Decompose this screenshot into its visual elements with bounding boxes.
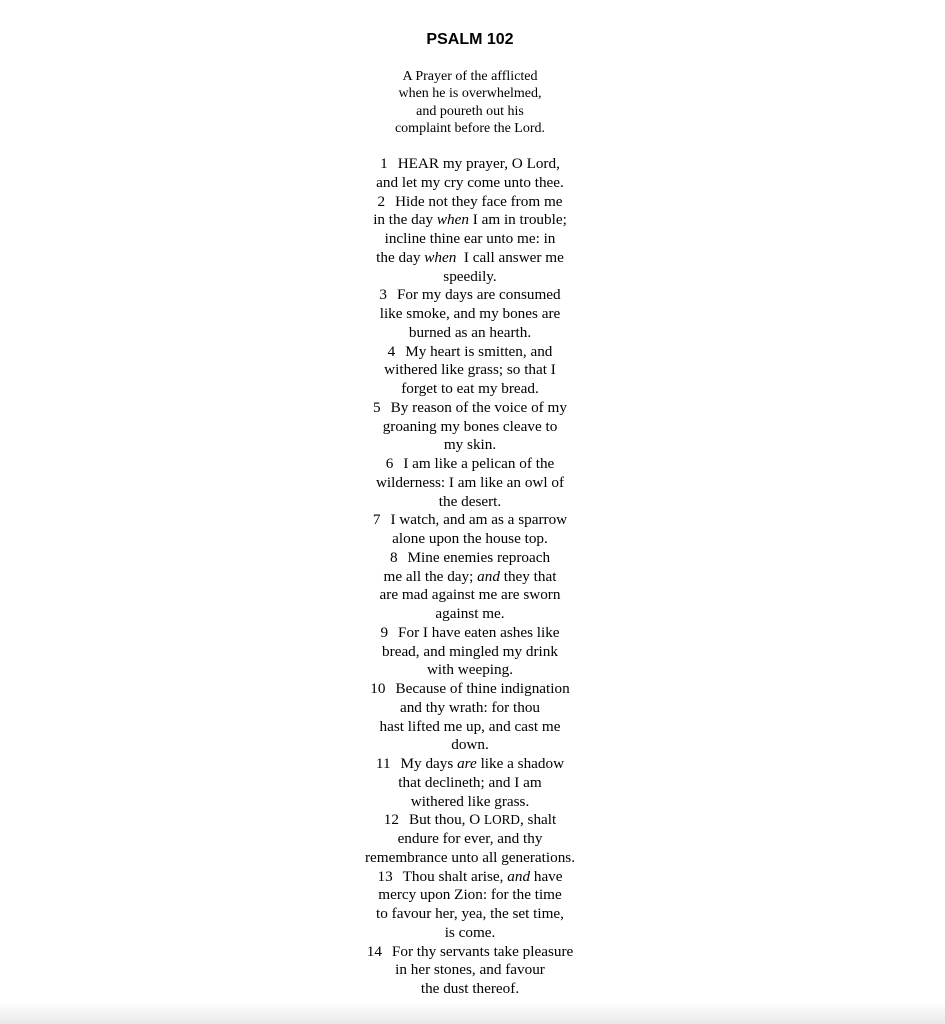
verse-line (0, 718, 940, 737)
verse-line (0, 980, 940, 999)
verse-line (0, 680, 940, 699)
verse-text: endure for ever, and thy (397, 830, 543, 847)
verse-text: My heart is smitten, and (405, 342, 553, 360)
small-caps-word: LORD (484, 812, 520, 828)
verse-text: But thou, O (408, 811, 485, 829)
verse-text: burned as an hearth. (408, 323, 532, 341)
verse-line (0, 943, 940, 962)
verse-line (0, 568, 940, 587)
verse-text: alone upon the house top. (392, 530, 548, 547)
verse-number: 7 (372, 511, 381, 529)
verse-number: 14 (366, 942, 382, 960)
verse-number: 4 (387, 342, 396, 360)
verse-line (0, 343, 940, 362)
verse-text: is come. (444, 923, 496, 941)
verse-line (0, 830, 940, 849)
verse-text: Hide not they face from me (395, 192, 563, 210)
verse-list (0, 155, 940, 999)
verse-text: My days (400, 755, 458, 772)
verse-number: 3 (379, 286, 387, 304)
verse-line (0, 493, 940, 512)
verse-number: 13 (377, 867, 393, 885)
verse-line (0, 886, 940, 905)
verse-line (0, 455, 940, 474)
verse-line (0, 193, 940, 212)
verse-text: like smoke, and my bones are (379, 305, 561, 322)
italic-word: when (436, 211, 469, 229)
verse-line (0, 361, 940, 380)
superscription-line: complaint before the Lord. (394, 120, 546, 136)
verse-text: with weeping. (426, 661, 514, 679)
verse-line (0, 511, 940, 530)
verse-line (0, 211, 940, 230)
verse-line (0, 624, 940, 643)
psalm-superscription (0, 68, 940, 137)
superscription-line: and poureth out his (416, 103, 524, 119)
verse-line (0, 305, 940, 324)
verse-line (0, 586, 940, 605)
italic-word: and (477, 567, 500, 585)
verse-text: mercy upon Zion: for the time (378, 886, 562, 904)
verse-line (0, 549, 940, 568)
verse-number: 12 (383, 811, 399, 829)
verse-text: that declineth; and I am (398, 773, 542, 791)
verse-text: and let my cry come unto thee. (376, 173, 564, 191)
verse-line (0, 155, 940, 174)
italic-word: when (424, 248, 457, 266)
verse-text: hast lifted me up, and cast me (379, 717, 561, 735)
verse-line (0, 699, 940, 718)
verse-text: the desert. (438, 492, 502, 510)
verse-text: groaning my bones cleave to (382, 417, 558, 435)
verse-number: 10 (370, 680, 386, 697)
verse-line (0, 324, 940, 343)
verse-text: the day (376, 248, 425, 266)
verse-number: 11 (375, 755, 391, 772)
verse-text: the dust thereof. (420, 980, 520, 997)
verse-line (0, 474, 940, 493)
superscription-line: when he is overwhelmed, (398, 86, 542, 102)
verse-text: wilderness: I am like an owl of (375, 473, 565, 491)
verse-line (0, 436, 940, 455)
verse-text: withered like grass; so that I (384, 361, 556, 379)
verse-text: I call answer me (456, 248, 564, 266)
verse-line (0, 661, 940, 680)
verse-text: like a shadow (476, 755, 565, 772)
verse-text: bread, and mingled my drink (382, 642, 558, 660)
verse-number: 1 (380, 155, 388, 172)
verse-text: in her stones, and favour (395, 961, 545, 979)
verse-line (0, 774, 940, 793)
verse-text: I watch, and am as a sparrow (390, 511, 568, 529)
verse-text: By reason of the voice of my (390, 398, 567, 416)
verse-text: Mine enemies reproach (407, 548, 551, 566)
verse-text: For I have eaten ashes like (398, 623, 560, 641)
verse-text: me all the day; (383, 567, 478, 585)
verse-line (0, 530, 940, 549)
verse-text: to favour her, yea, the set time, (376, 905, 564, 922)
verse-line (0, 230, 940, 249)
verse-line (0, 249, 940, 268)
verse-line (0, 924, 940, 943)
verse-line (0, 736, 940, 755)
verse-line (0, 868, 940, 887)
verse-line (0, 380, 940, 399)
verse-line (0, 793, 940, 812)
verse-text: they that (499, 567, 557, 585)
verse-text: withered like grass. (410, 792, 530, 810)
verse-text: incline thine ear unto me: in (384, 230, 556, 247)
verse-number: 6 (385, 455, 394, 472)
superscription-line: A Prayer of the afflicted (402, 69, 538, 84)
verse-text: forget to eat my bread. (401, 380, 539, 397)
verse-text: remembrance unto all generations. (364, 848, 575, 866)
verse-text: are mad against me are sworn (379, 586, 561, 604)
verse-line (0, 755, 940, 774)
verse-text: Thou shalt arise, (402, 867, 508, 885)
verse-number: 8 (389, 548, 398, 566)
italic-word: and (507, 867, 531, 885)
verse-line (0, 905, 940, 924)
page-bottom-shadow (0, 1002, 945, 1024)
verse-line (0, 643, 940, 662)
verse-text: HEAR my prayer, O Lord, (397, 155, 560, 172)
verse-line (0, 174, 940, 193)
verse-text: down. (451, 736, 489, 754)
verse-number: 5 (373, 398, 381, 416)
verse-text: and thy wrath: for thou (399, 698, 541, 716)
verse-line (0, 849, 940, 868)
verse-number: 2 (377, 192, 386, 210)
verse-text: I am in trouble; (468, 211, 567, 229)
page-title: PSALM 102 (426, 31, 514, 48)
verse-text: in the day (373, 211, 437, 229)
verse-text: I am like a pelican of the (403, 455, 555, 472)
verse-text: For thy servants take pleasure (391, 942, 574, 960)
verse-text: For my days are consumed (396, 286, 561, 304)
verse-line (0, 418, 940, 437)
verse-line (0, 399, 940, 418)
verse-line (0, 268, 940, 287)
verse-line (0, 961, 940, 980)
verse-number: 9 (380, 623, 389, 641)
verse-text: , shalt (519, 811, 557, 829)
verse-text: speedily. (443, 267, 497, 285)
verse-text: my skin. (443, 436, 497, 454)
verse-text: have (530, 867, 563, 885)
verse-text: Because of thine indignation (395, 680, 570, 697)
verse-line (0, 811, 940, 830)
verse-text: against me. (435, 605, 505, 622)
italic-word: are (457, 755, 477, 772)
verse-line (0, 605, 940, 624)
verse-line (0, 286, 940, 305)
